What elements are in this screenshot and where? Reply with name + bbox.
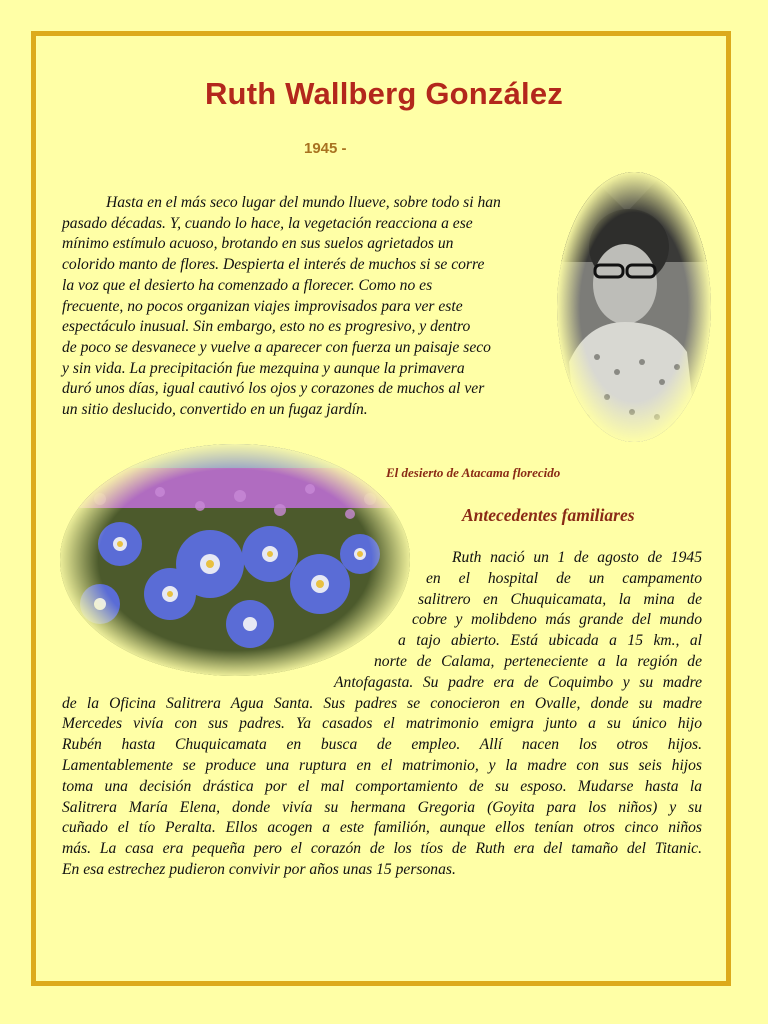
life-years: 1945 - [304,140,347,157]
family-line: Mercedes vivía con sus padres. Ya casados el matrimonio emigra junto a su único hijo [62,715,702,733]
family-line: Ruth nació un 1 de agosto de 1945 [452,549,702,566]
family-line: cobre y molibdeno más grande del mundo [412,611,702,629]
intro-line: Hasta en el más seco lugar del mundo llueve, sobre todo si han [106,194,501,211]
section-heading: Antecedentes familiares [462,505,635,525]
family-line: Rubén hasta Chuquicamata en busca de empleo. Allí nacen los otros hijos. [62,736,702,754]
intro-line: un sitio deslucido, convertido en un fugaz jardín. [62,401,368,419]
intro-line: frecuente, no pocos organizan viajes improvisados para ver este [62,297,463,315]
intro-line: duró unos días, igual cautivó los ojos y corazones de muchos al ver [62,380,485,398]
family-line: norte de Calama, perteneciente a la región de [374,652,702,670]
family-line: Salitrera María Elena, donde vivía su hermana Gregoria (Goyita para los niños) y su [62,798,702,816]
intro-line: y sin vida. La precipitación fue mezquina y aunque la primavera [62,359,465,377]
family-line: salitrero en Chuquicamata, la mina de [418,590,702,608]
intro-paragraph [62,193,552,421]
family-line: cuñado el tío Peralta. Ellos acogen a este familión, aunque ellos tenían otros cinco niños [62,819,702,837]
intro-line: pasado décadas. Y, cuando lo hace, la vegetación reacciona a ese [62,214,473,232]
intro-line: la voz que el desierto ha comenzado a florecer. Como no es [62,276,433,294]
intro-line: espectáculo inusual. Sin embargo, esto no es progresivo, y dentro [62,318,471,336]
family-line: Lamentablemente se produce una ruptura en el matrimonio, y la madre con sus seis hijos [62,756,702,774]
image-caption: El desierto de Atacama florecido [386,465,561,480]
intro-line: de poco se desvanece y vuelve a aparecer con fuerza un paisaje seco [62,338,491,356]
family-line: En esa estrechez pudieron convivir por años unas 15 personas. [62,860,456,878]
family-line: en el hospital de un campamento [426,569,702,587]
family-line: más. La casa era pequeña pero el corazón de los tíos de Ruth era del tamaño del Titanic. [62,840,702,858]
intro-line: colorido manto de flores. Despierta el interés de muchos si se corre [62,256,485,274]
portrait-photo [557,172,711,442]
page-title: Ruth Wallberg González [204,76,564,111]
family-line: Antofagasta. Su padre era de Coquimbo y su madre [334,673,702,691]
family-paragraph [62,548,702,881]
intro-line: mínimo estímulo acuoso, brotando en sus suelos agrietados un [62,235,454,253]
family-line: a tajo abierto. Está ubicada a 15 km., al [398,632,702,650]
family-line: toma una decisión drástica por el mal comportamiento de su esposo. Mudarse hasta la [62,777,702,795]
family-line: de la Oficina Salitrera Agua Santa. Sus padres se conocieron en Ovalle, donde su madre [62,694,702,712]
